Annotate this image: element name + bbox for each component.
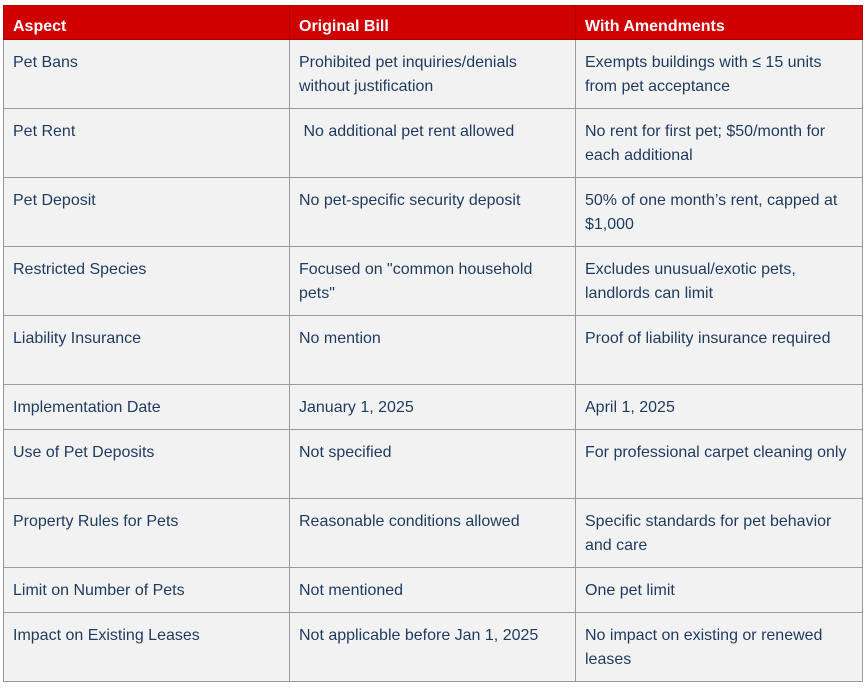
cell-aspect: Impact on Existing Leases — [4, 613, 290, 682]
cell-aspect: Liability Insurance — [4, 316, 290, 385]
cell-with-amendments: Specific standards for pet behavior and care — [576, 499, 863, 568]
table-row — [4, 430, 863, 499]
cell-aspect: Restricted Species — [4, 247, 290, 316]
cell-with-amendments: No impact on existing or renewed leases — [576, 613, 863, 682]
table-row — [4, 178, 863, 247]
header-original-bill: Original Bill — [290, 6, 576, 40]
header-row — [4, 6, 863, 40]
table-header — [4, 6, 863, 40]
cell-with-amendments: No rent for first pet; $50/month for each additional — [576, 109, 863, 178]
cell-original-bill: Not applicable before Jan 1, 2025 — [290, 613, 576, 682]
cell-aspect: Pet Bans — [4, 40, 290, 109]
cell-aspect: Use of Pet Deposits — [4, 430, 290, 499]
cell-original-bill: January 1, 2025 — [290, 385, 576, 430]
cell-aspect: Property Rules for Pets — [4, 499, 290, 568]
table-row — [4, 568, 863, 613]
cell-aspect: Implementation Date — [4, 385, 290, 430]
cell-with-amendments: Exempts buildings with ≤ 15 units from pet acceptance — [576, 40, 863, 109]
header-with-amendments: With Amendments — [576, 6, 863, 40]
cell-aspect: Pet Rent — [4, 109, 290, 178]
table-row — [4, 40, 863, 109]
cell-original-bill: No additional pet rent allowed — [290, 109, 576, 178]
cell-original-bill: Not mentioned — [290, 568, 576, 613]
cell-with-amendments: Proof of liability insurance required — [576, 316, 863, 385]
cell-original-bill: No pet-specific security deposit — [290, 178, 576, 247]
table-row — [4, 499, 863, 568]
cell-with-amendments: April 1, 2025 — [576, 385, 863, 430]
cell-with-amendments: Excludes unusual/exotic pets, landlords can limit — [576, 247, 863, 316]
cell-with-amendments: One pet limit — [576, 568, 863, 613]
cell-with-amendments: 50% of one month’s rent, capped at $1,000 — [576, 178, 863, 247]
cell-original-bill: Reasonable conditions allowed — [290, 499, 576, 568]
cell-original-bill: Focused on "common household pets" — [290, 247, 576, 316]
cell-original-bill: No mention — [290, 316, 576, 385]
cell-original-bill: Prohibited pet inquiries/denials without justification — [290, 40, 576, 109]
table-row — [4, 385, 863, 430]
table-row — [4, 613, 863, 682]
cell-aspect: Limit on Number of Pets — [4, 568, 290, 613]
header-aspect: Aspect — [4, 6, 290, 40]
table-body — [4, 40, 863, 682]
table-row — [4, 316, 863, 385]
cell-aspect: Pet Deposit — [4, 178, 290, 247]
comparison-table — [3, 5, 863, 682]
table-row — [4, 109, 863, 178]
cell-original-bill: Not specified — [290, 430, 576, 499]
cell-with-amendments: For professional carpet cleaning only — [576, 430, 863, 499]
table-row — [4, 247, 863, 316]
